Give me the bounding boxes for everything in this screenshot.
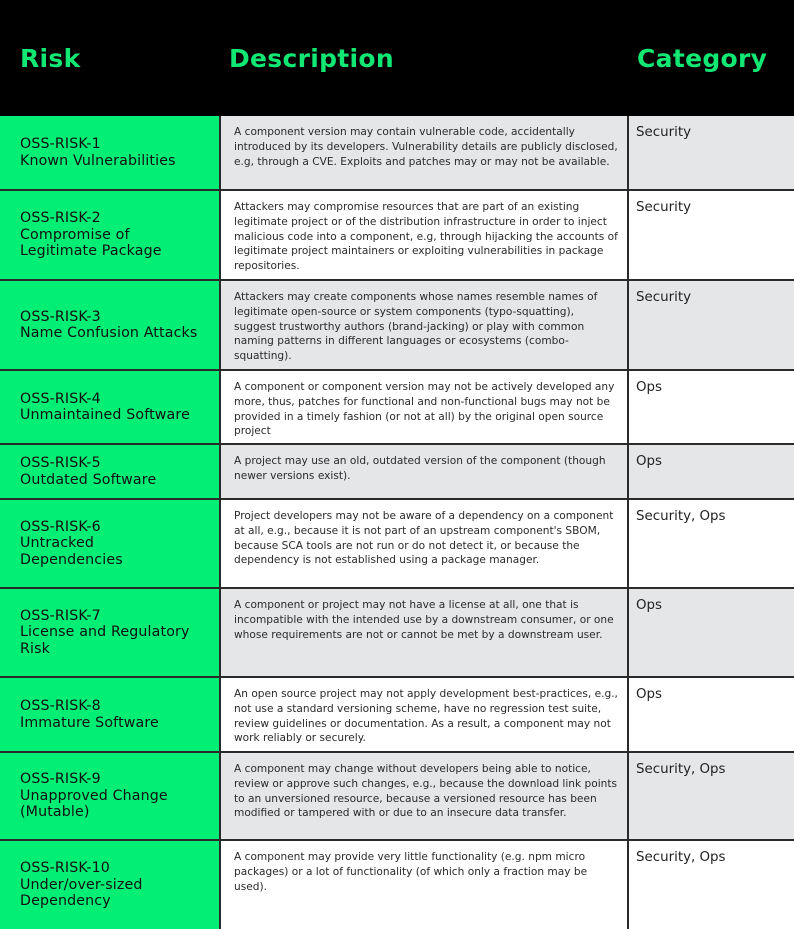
risk-name: Known Vulnerabilities [20, 152, 176, 169]
table-row [0, 116, 794, 191]
risk-id: OSS-RISK-7 [20, 607, 101, 624]
risk-table [0, 116, 794, 929]
risk-id: OSS-RISK-10 [20, 860, 110, 877]
table-row [0, 589, 794, 678]
description-cell: Project developers may not be aware of a dependency on a component at all, e.g., because it is not part of an upstream component's SBOM, because SCA tools are not run or do not detect it, or because the dependency is not established using a package manager. [221, 500, 629, 587]
table-row [0, 678, 794, 753]
table-row [0, 281, 794, 371]
risk-id: OSS-RISK-2 [20, 210, 101, 227]
risk-cell [0, 191, 221, 279]
table-row [0, 753, 794, 841]
table-row [0, 445, 794, 500]
description-cell: A component or project may not have a license at all, one that is incompatible with the intended use by a downstream consumer, or one whose requirements are not or cannot be met by a downstream user. [221, 589, 629, 676]
table-header [0, 0, 794, 116]
category-cell: Security, Ops [629, 500, 794, 587]
description-cell: A project may use an old, outdated version of the component (though newer versions exist). [221, 445, 629, 498]
risk-id: OSS-RISK-4 [20, 390, 101, 407]
category-cell: Security, Ops [629, 753, 794, 839]
category-cell: Ops [629, 445, 794, 498]
risk-id: OSS-RISK-3 [20, 308, 101, 325]
risk-name: Immature Software [20, 714, 159, 731]
risk-name: Unmaintained Software [20, 407, 190, 423]
description-cell: Attackers may create components whose names resemble names of legitimate open-source or system components (typo-squatting), suggest trustworthy authors (brand-jacking) or play with common naming patterns in different languages or ecosystems (combo-squatting). [221, 281, 629, 369]
category-cell: Security [629, 281, 794, 369]
category-cell: Ops [629, 371, 794, 443]
description-cell: A component may change without developers being able to notice, review or approve such changes, e.g., because the download link points to an unversioned resource, because a versioned resource has been modified or tampered with or due to an insecure data transfer. [221, 753, 629, 839]
risk-id: OSS-RISK-1 [20, 136, 101, 152]
risk-name: Untracked Dependencies [20, 535, 123, 568]
table-row [0, 371, 794, 445]
risk-name: Under/over-sized Dependency [20, 876, 143, 910]
risk-name: License and Regulatory Risk [20, 624, 190, 657]
risk-cell [0, 445, 221, 498]
description-cell: A component may provide very little functionality (e.g. npm micro packages) or a lot of functionality (of which only a fraction may be used). [221, 841, 629, 929]
category-cell: Security [629, 116, 794, 189]
description-cell: A component or component version may not be actively developed any more, thus, patches for functional and non-functional bugs may not be provided in a timely fashion (or not at all) by the original open source project [221, 371, 629, 443]
risk-id: OSS-RISK-5 [20, 455, 101, 471]
risk-cell [0, 678, 221, 751]
risk-id: OSS-RISK-6 [20, 518, 101, 535]
risk-name: Outdated Software [20, 471, 157, 488]
header-category: Category [637, 44, 768, 73]
risk-cell [0, 589, 221, 676]
table-row [0, 841, 794, 929]
header-risk: Risk [20, 44, 81, 73]
risk-cell [0, 371, 221, 443]
risk-cell [0, 753, 221, 839]
risk-cell [0, 500, 221, 587]
risk-id: OSS-RISK-8 [20, 698, 101, 714]
risk-cell [0, 841, 221, 929]
header-description: Description [229, 44, 394, 73]
risk-name: Name Confusion Attacks [20, 325, 198, 341]
risk-id: OSS-RISK-9 [20, 771, 101, 788]
table-row [0, 500, 794, 589]
table-row [0, 191, 794, 281]
risk-cell [0, 281, 221, 369]
category-cell: Ops [629, 678, 794, 751]
risk-name: Unapproved Change (Mutable) [20, 787, 168, 821]
category-cell: Security, Ops [629, 841, 794, 929]
category-cell: Ops [629, 589, 794, 676]
description-cell: Attackers may compromise resources that are part of an existing legitimate project or of the distribution infrastructure in order to inject malicious code into a component, e.g, through hijacking the accounts of legitimate project maintainers or exploiting vulnerabilities in package repositories. [221, 191, 629, 279]
category-cell: Security [629, 191, 794, 279]
risk-name: Compromise of Legitimate Package [20, 226, 162, 260]
risk-cell [0, 116, 221, 189]
description-cell: A component version may contain vulnerable code, accidentally introduced by its developers. Vulnerability details are publicly disclosed, e.g, through a CVE. Exploits and patches may or may not be available. [221, 116, 629, 189]
description-cell: An open source project may not apply development best-practices, e.g., not use a standard versioning scheme, have no regression test suite, review guidelines or documentation. As a result, a component may not work reliably or securely. [221, 678, 629, 751]
